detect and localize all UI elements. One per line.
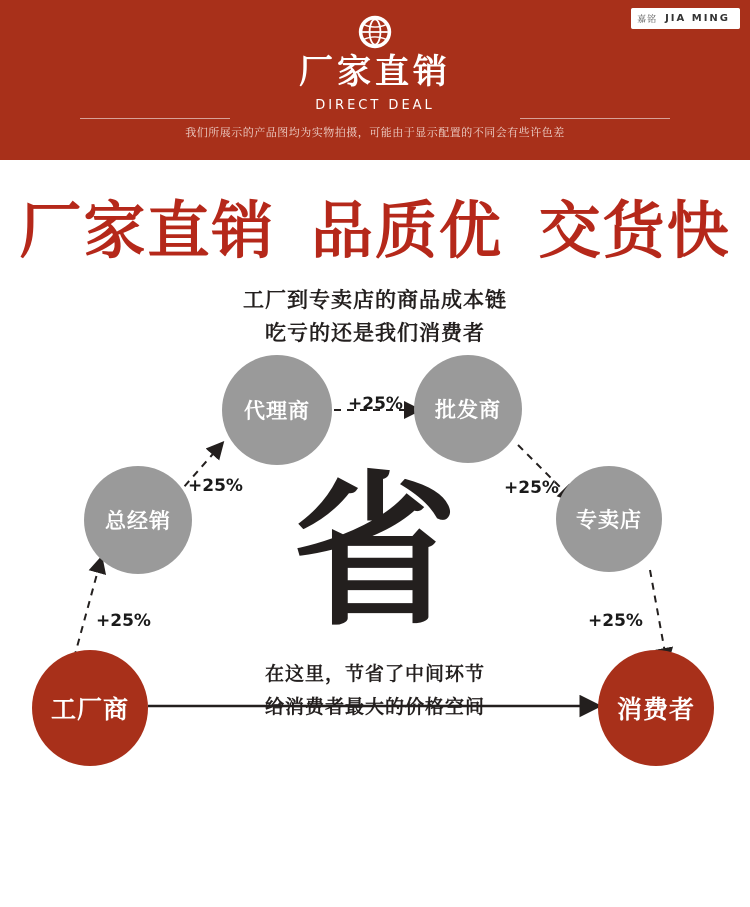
node-wholesaler (414, 355, 522, 463)
markup-wholesaler-to-store: +25% (504, 478, 559, 498)
markup-factory-to-general: +25% (96, 611, 151, 631)
node-general-distributor (84, 466, 192, 574)
node-wholesaler-label: 批发商 (435, 398, 501, 422)
node-factory-label: 工厂商 (50, 695, 129, 724)
node-consumer (598, 650, 714, 766)
brand-badge (631, 8, 740, 29)
subheadline-line-1: 工厂到专卖店的商品成本链 (243, 288, 507, 312)
node-factory (32, 650, 148, 766)
subheadline (0, 284, 750, 350)
node-agent (222, 355, 332, 465)
markup-store-to-consumer: +25% (588, 611, 643, 631)
banner-divider-left (80, 118, 230, 119)
header-banner (0, 0, 750, 160)
savings-character: 省 (292, 456, 458, 648)
markup-agent-to-wholesaler: +25% (348, 394, 403, 414)
cost-chain-diagram (0, 358, 750, 838)
node-store (556, 466, 662, 572)
page-headline (0, 196, 750, 266)
node-general-distributor-label: 总经销 (105, 509, 171, 533)
headline-part-1: 厂家直销 (19, 194, 276, 267)
markup-general-to-agent: +25% (188, 476, 243, 496)
banner-title: 厂家直销 (299, 52, 451, 92)
headline-part-3: 交货快 (538, 194, 731, 267)
node-consumer-label: 消费者 (616, 695, 695, 724)
brand-name-cn: 嘉铭 (637, 15, 658, 25)
node-store-label: 专卖店 (576, 508, 642, 532)
brand-name-en: JIA MING (665, 13, 730, 24)
globe-icon (357, 14, 393, 50)
diagram-caption-line-2: 给消费者最大的价格空间 (264, 696, 485, 718)
diagram-caption (240, 658, 510, 724)
node-agent-label: 代理商 (244, 399, 310, 423)
banner-note: 我们所展示的产品图均为实物拍摄，可能由于显示配置的不同会有些许色差 (185, 126, 565, 139)
subheadline-line-2: 吃亏的还是我们消费者 (265, 321, 485, 345)
headline-part-2: 品质优 (310, 194, 503, 267)
diagram-caption-line-1: 在这里，节省了中间环节 (264, 663, 485, 685)
banner-subtitle: DIRECT DEAL (315, 98, 435, 113)
banner-divider-right (520, 118, 670, 119)
